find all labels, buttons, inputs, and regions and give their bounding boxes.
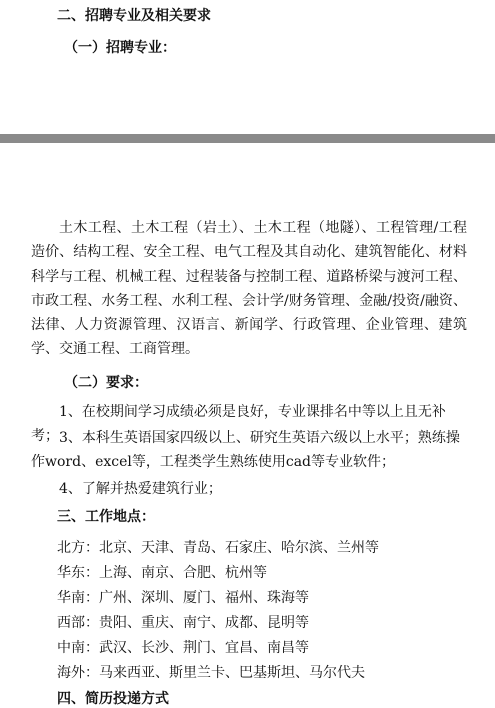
location-item: 华东：上海、南京、合肥、杭州等 (57, 565, 267, 581)
subsection-title-requirements: （二）要求： (64, 375, 148, 391)
location-item: 中南：武汉、长沙、荆门、宜昌、南昌等 (57, 640, 309, 656)
location-item: 西部：贵阳、重庆、南宁、成都、昆明等 (57, 615, 309, 631)
page-break-divider (0, 134, 495, 143)
requirement-item: 3、本科生英语国家四级以上、研究生英语六级以上水平；熟练操作word、excel等，工程类学生熟练使用cad等专业软件； (31, 430, 460, 470)
section-title-resume: 四、简历投递方式 (57, 691, 169, 707)
requirement-item: 4、了解并热爱建筑行业； (59, 481, 222, 497)
location-item: 北方：北京、天津、青岛、石家庄、哈尔滨、兰州等 (57, 540, 379, 556)
subsection-title-majors: （一）招聘专业： (64, 40, 176, 56)
section-title-recruitment: 二、招聘专业及相关要求 (57, 8, 211, 24)
majors-paragraph: 土木工程、土木工程（岩土）、土木工程（地隧）、工程管理/工程造价、结构工程、安全工程、电气工程及其自动化、建筑智能化、材料科学与工程、机械工程、过程装备与控制工程、道路桥梁与渡河工程、市政工程、水务工程、水利工程、会计学/财务管理、金融/投资/融资、法律、人力资源管理、汉语言、新闻学、行政管理、企业管理、建筑学、交通工程、工商管理。 (31, 220, 467, 358)
location-item: 华南：广州、深圳、厦门、福州、珠海等 (57, 590, 309, 606)
section-title-locations: 三、工作地点： (57, 509, 155, 525)
requirement-item: 1、在校期间学习成绩必须是良好，专业课排名中等以上且无补考； (31, 404, 446, 444)
location-item: 海外：马来西亚、斯里兰卡、巴基斯坦、马尔代夫 (57, 665, 365, 681)
